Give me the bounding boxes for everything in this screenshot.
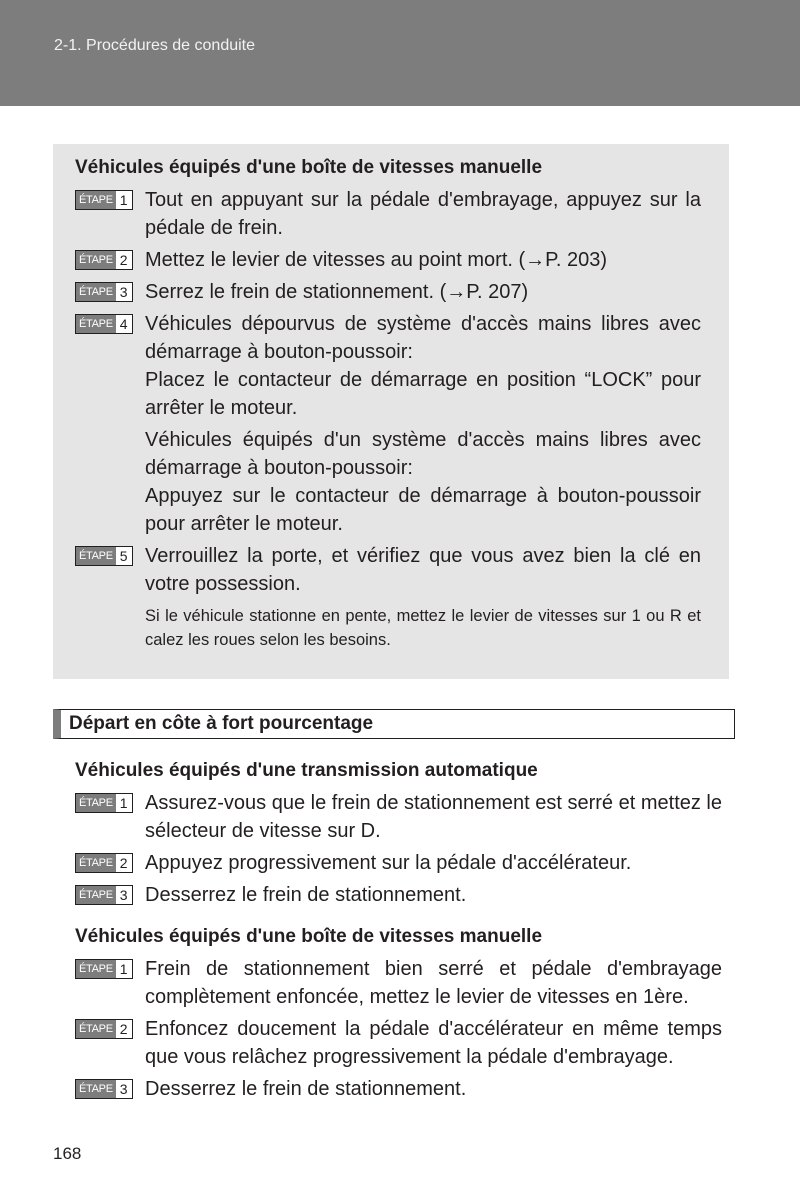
step-badge: ÉTAPE 1 (75, 190, 133, 210)
step-badge: ÉTAPE 3 (75, 1079, 133, 1099)
subsection-title: Véhicules équipés d'une transmission automatique (75, 760, 538, 781)
step-item (75, 310, 701, 538)
page-number: 168 (53, 1144, 82, 1163)
step-text: Appuyez progressivement sur la pédale d'accélérateur. (145, 852, 632, 874)
step-item (75, 186, 701, 242)
step-text: Assurez-vous que le frein de stationnement est serré et mettez le sélecteur de vitesse sur D. (145, 792, 722, 842)
manual-transmission-section (75, 925, 722, 1107)
step-badge: ÉTAPE 1 (75, 793, 133, 813)
step-text: Serrez le frein de stationnement. (→P. 207) (145, 281, 529, 303)
automatic-transmission-section (75, 759, 722, 913)
step-condition: Véhicules équipés d'un système d'accès mains libres avec démarrage à bouton-poussoir: (145, 429, 701, 479)
step-badge: ÉTAPE 5 (75, 546, 133, 566)
step-item (75, 278, 701, 306)
step-text: Verrouillez la porte, et vérifiez que vous avez bien la clé en votre possession. (145, 545, 701, 595)
step-item (75, 246, 701, 274)
step-badge: ÉTAPE 2 (75, 250, 133, 270)
step-item (75, 1075, 722, 1103)
step-text: Frein de stationnement bien serré et pédale d'embrayage complètement enfoncée, mettez le levier de vitesses en 1ère. (145, 958, 722, 1008)
step-instruction: Appuyez sur le contacteur de démarrage à bouton-poussoir pour arrêter le moteur. (145, 485, 701, 535)
step-text (145, 310, 701, 538)
step-instruction: Placez le contacteur de démarrage en position “LOCK” pour arrêter le moteur. (145, 369, 701, 419)
step-item (75, 542, 701, 652)
step-badge: ÉTAPE 3 (75, 885, 133, 905)
box-title: Véhicules équipés d'une boîte de vitesses manuelle (75, 157, 543, 178)
step-badge: ÉTAPE 4 (75, 314, 133, 334)
step-text: Desserrez le frein de stationnement. (145, 884, 467, 906)
manual-transmission-parking-box (53, 144, 729, 679)
step-badge: ÉTAPE 1 (75, 959, 133, 979)
section-title: Départ en côte à fort pourcentage (69, 713, 374, 734)
step-note: Si le véhicule stationne en pente, mettez le levier de vitesses sur 1 ou R et calez les roues selon les besoins. (145, 607, 701, 649)
step-item (75, 849, 722, 877)
step-item (75, 881, 722, 909)
step-badge: ÉTAPE 2 (75, 1019, 133, 1039)
step-text: Desserrez le frein de stationnement. (145, 1078, 467, 1100)
step-badge: ÉTAPE 2 (75, 853, 133, 873)
step-condition: Véhicules dépourvus de système d'accès mains libres avec démarrage à bouton-poussoir: (145, 313, 701, 363)
page-header (0, 0, 800, 106)
step-item (75, 955, 722, 1011)
step-item (75, 1015, 722, 1071)
step-text: Mettez le levier de vitesses au point mort. (→P. 203) (145, 249, 608, 271)
section-heading (53, 709, 735, 739)
step-item (75, 789, 722, 845)
section-breadcrumb: 2-1. Procédures de conduite (54, 37, 256, 54)
step-text: Enfoncez doucement la pédale d'accélérateur en même temps que vous relâchez progressivement la pédale d'embrayage. (145, 1018, 722, 1068)
subsection-title: Véhicules équipés d'une boîte de vitesses manuelle (75, 926, 543, 947)
step-text: Tout en appuyant sur la pédale d'embrayage, appuyez sur la pédale de frein. (145, 189, 701, 239)
step-badge: ÉTAPE 3 (75, 282, 133, 302)
